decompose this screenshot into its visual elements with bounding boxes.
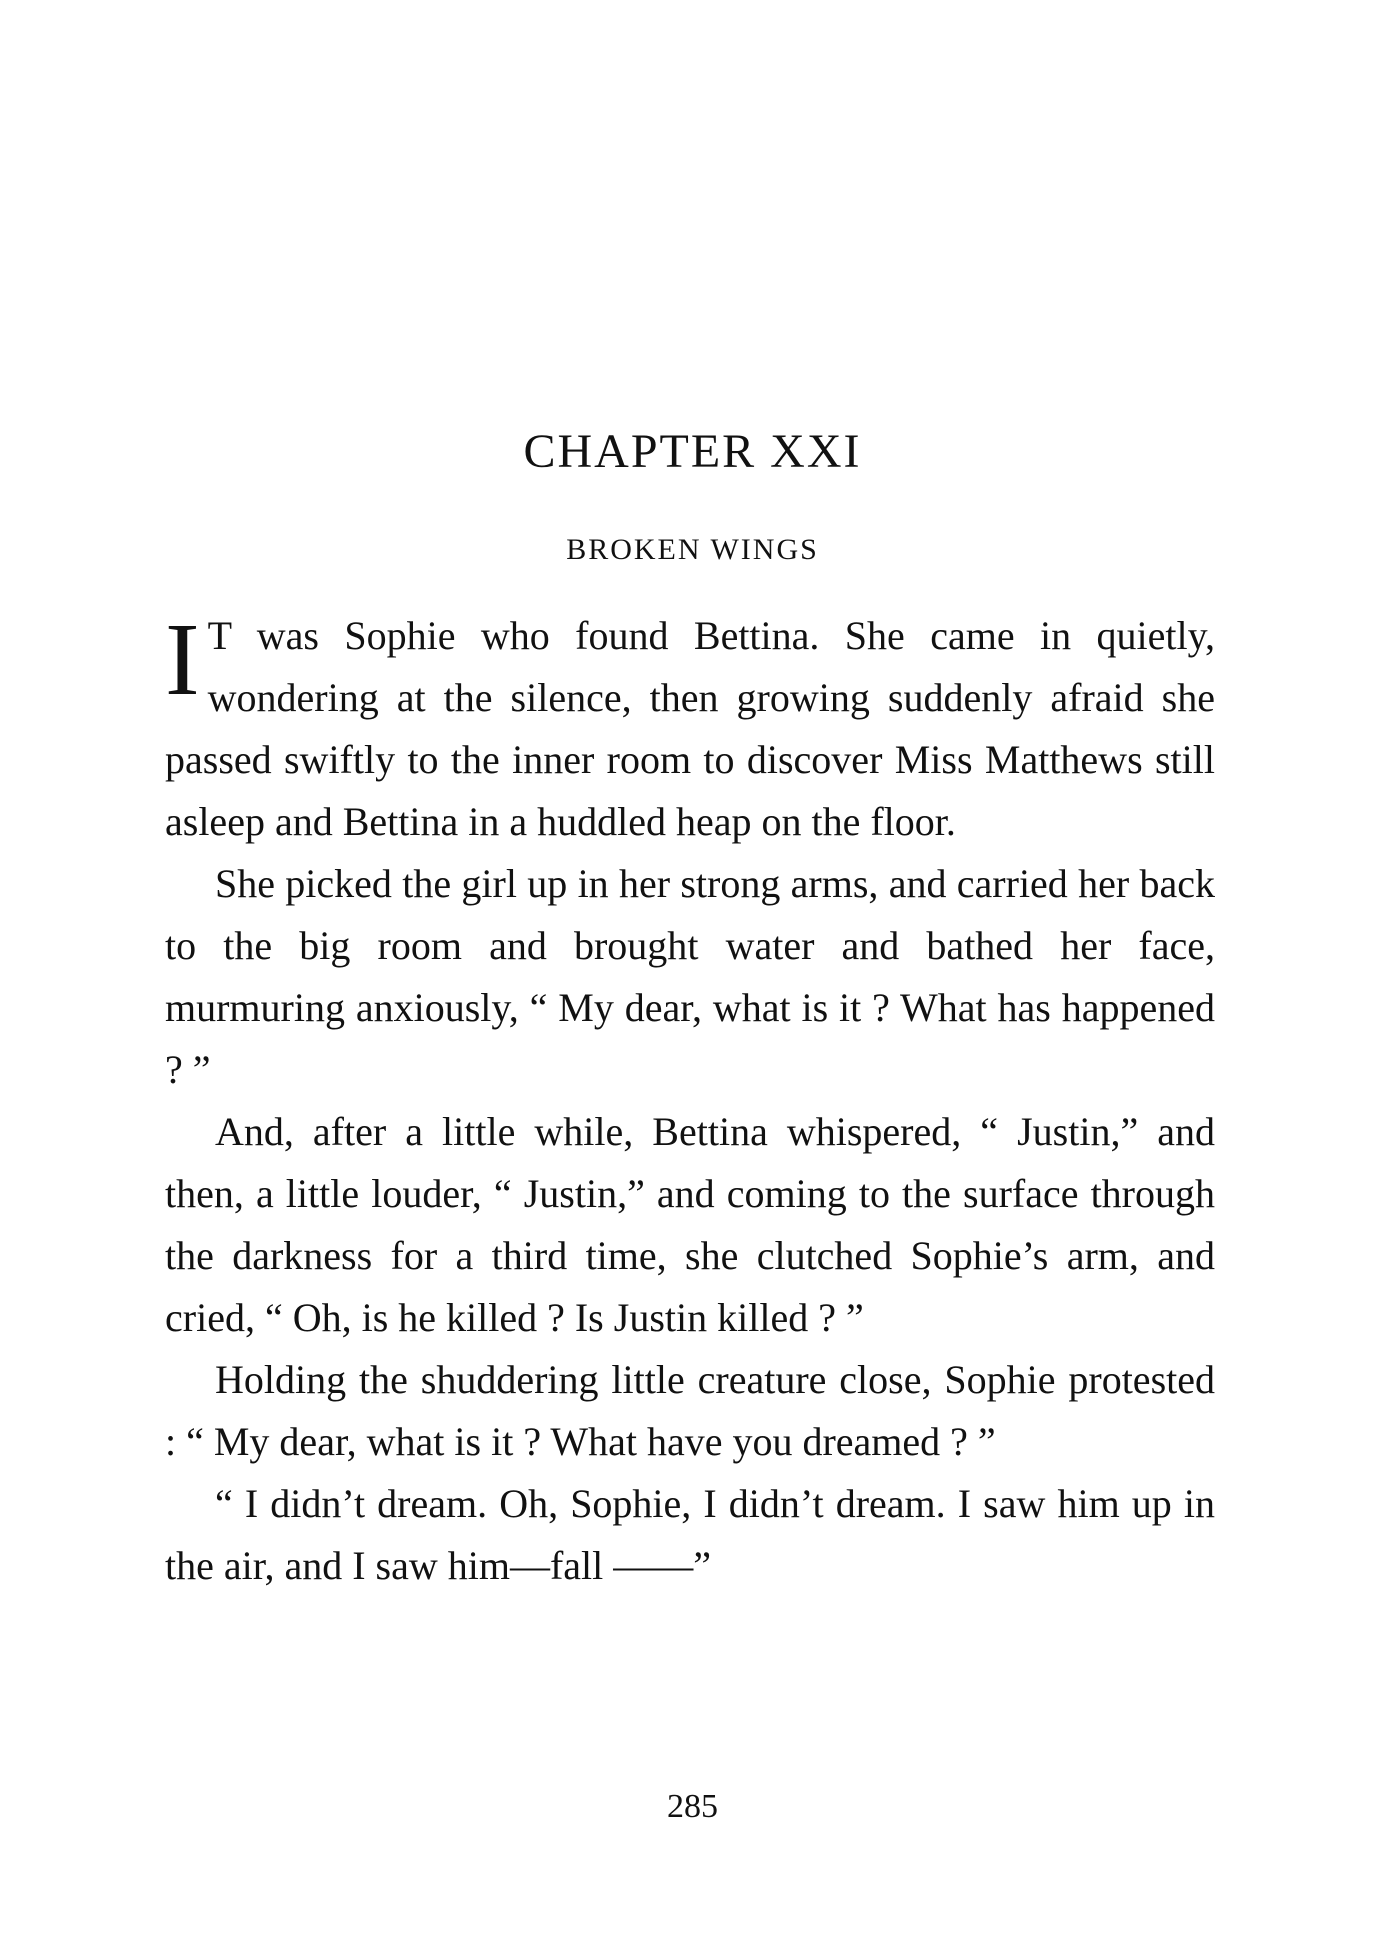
paragraph (165, 602, 1215, 853)
paragraph: And, after a little while, Bettina whispered, “ Justin,” and then, a little louder, “ Justin,” and coming to the surface through the darkness for a third time, she clutched Sophie’s arm, and cried, “ Oh, is he killed ? Is Justin killed ? ” (165, 1109, 1215, 1340)
paragraph: Holding the shuddering little creature close, Sophie protested : “ My dear, what is it ? What have you dreamed ? ” (165, 1357, 1215, 1464)
drop-cap: I (165, 602, 200, 717)
paragraph: “ I didn’t dream. Oh, Sophie, I didn’t dream. I saw him up in the air, and I saw him—fall ——” (165, 1481, 1215, 1588)
page-number: 285 (667, 1788, 718, 1825)
paragraph-text: T was Sophie who found Bettina. She came in quietly, wondering at the silence, then growing suddenly afraid she passed swiftly to the inner room to discover Miss Matthews still asleep and Bettina in a huddled heap on the floor. (165, 613, 1215, 844)
chapter-subtitle: BROKEN WINGS (566, 533, 819, 566)
chapter-title: CHAPTER XXI (523, 425, 862, 478)
chapter-body (165, 602, 1215, 1597)
paragraph: She picked the girl up in her strong arms, and carried her back to the big room and brought water and bathed her face, murmuring anxiously, “ My dear, what is it ? What has happened ? ” (165, 861, 1215, 1092)
